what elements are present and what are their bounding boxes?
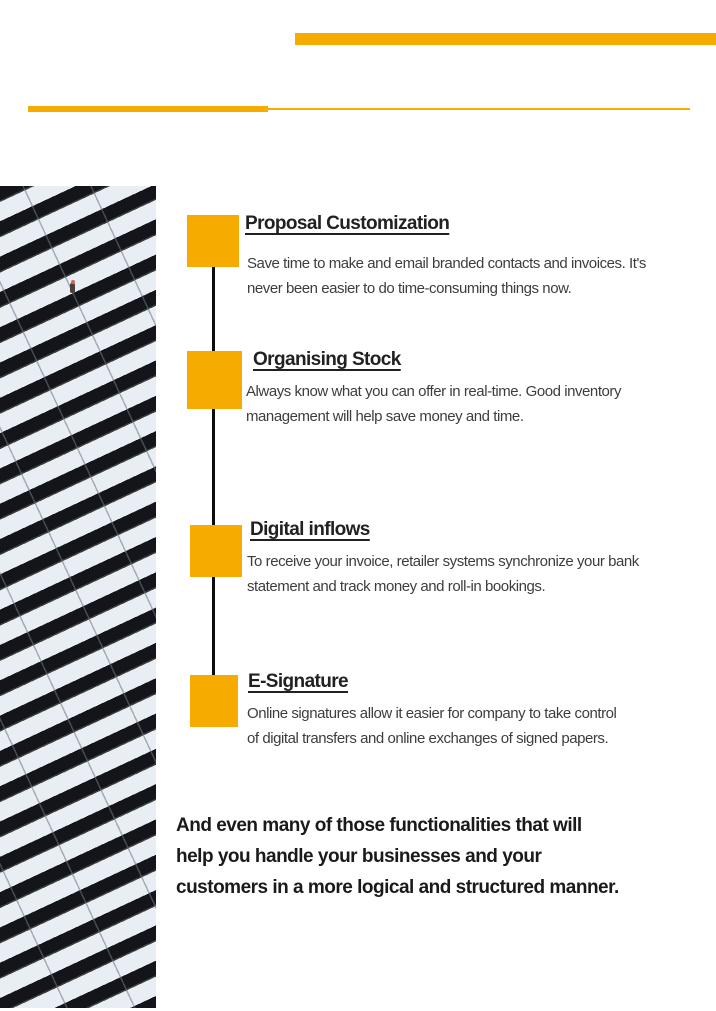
pedestrian-figure	[70, 283, 75, 293]
timeline-item-description-2	[246, 379, 621, 429]
closing-statement-line: help you handle your businesses and your	[176, 846, 542, 867]
timeline-item-description-4	[247, 701, 616, 751]
timeline-item-description-1	[247, 251, 646, 301]
timeline-item-description-3	[247, 549, 639, 599]
timeline-marker-3	[190, 525, 242, 577]
timeline-marker-2	[187, 351, 242, 409]
header-rule-thick	[28, 106, 268, 112]
description-line: Always know what you can offer in real-time. Good inventory	[246, 383, 622, 400]
timeline-item-title-4: E-Signature	[248, 671, 349, 692]
timeline-item-title-2: Organising Stock	[253, 349, 401, 370]
top-accent-bar	[295, 33, 716, 45]
description-line: To receive your invoice, retailer systems synchronize your bank	[247, 553, 639, 570]
description-line: never been easier to do time-consuming things now.	[247, 280, 572, 297]
closing-statement	[176, 810, 619, 903]
crosswalk-photo	[0, 186, 156, 1008]
closing-statement-line: customers in a more logical and structured manner.	[176, 877, 619, 898]
timeline-marker-4	[190, 675, 238, 727]
header-rule-thin	[268, 108, 690, 110]
timeline-item-title-3: Digital inflows	[250, 519, 370, 540]
description-line: Online signatures allow it easier for company to take control	[247, 705, 617, 722]
timeline-item-title-1: Proposal Customization	[245, 213, 450, 234]
timeline-connector	[212, 241, 215, 701]
description-line: management will help save money and time.	[246, 408, 524, 425]
description-line: Save time to make and email branded contacts and invoices. It's	[247, 255, 646, 272]
timeline-marker-1	[187, 215, 239, 267]
closing-statement-line: And even many of those functionalities that will	[176, 815, 582, 836]
description-line: statement and track money and roll-in bookings.	[247, 578, 546, 595]
description-line: of digital transfers and online exchanges of signed papers.	[247, 730, 609, 747]
